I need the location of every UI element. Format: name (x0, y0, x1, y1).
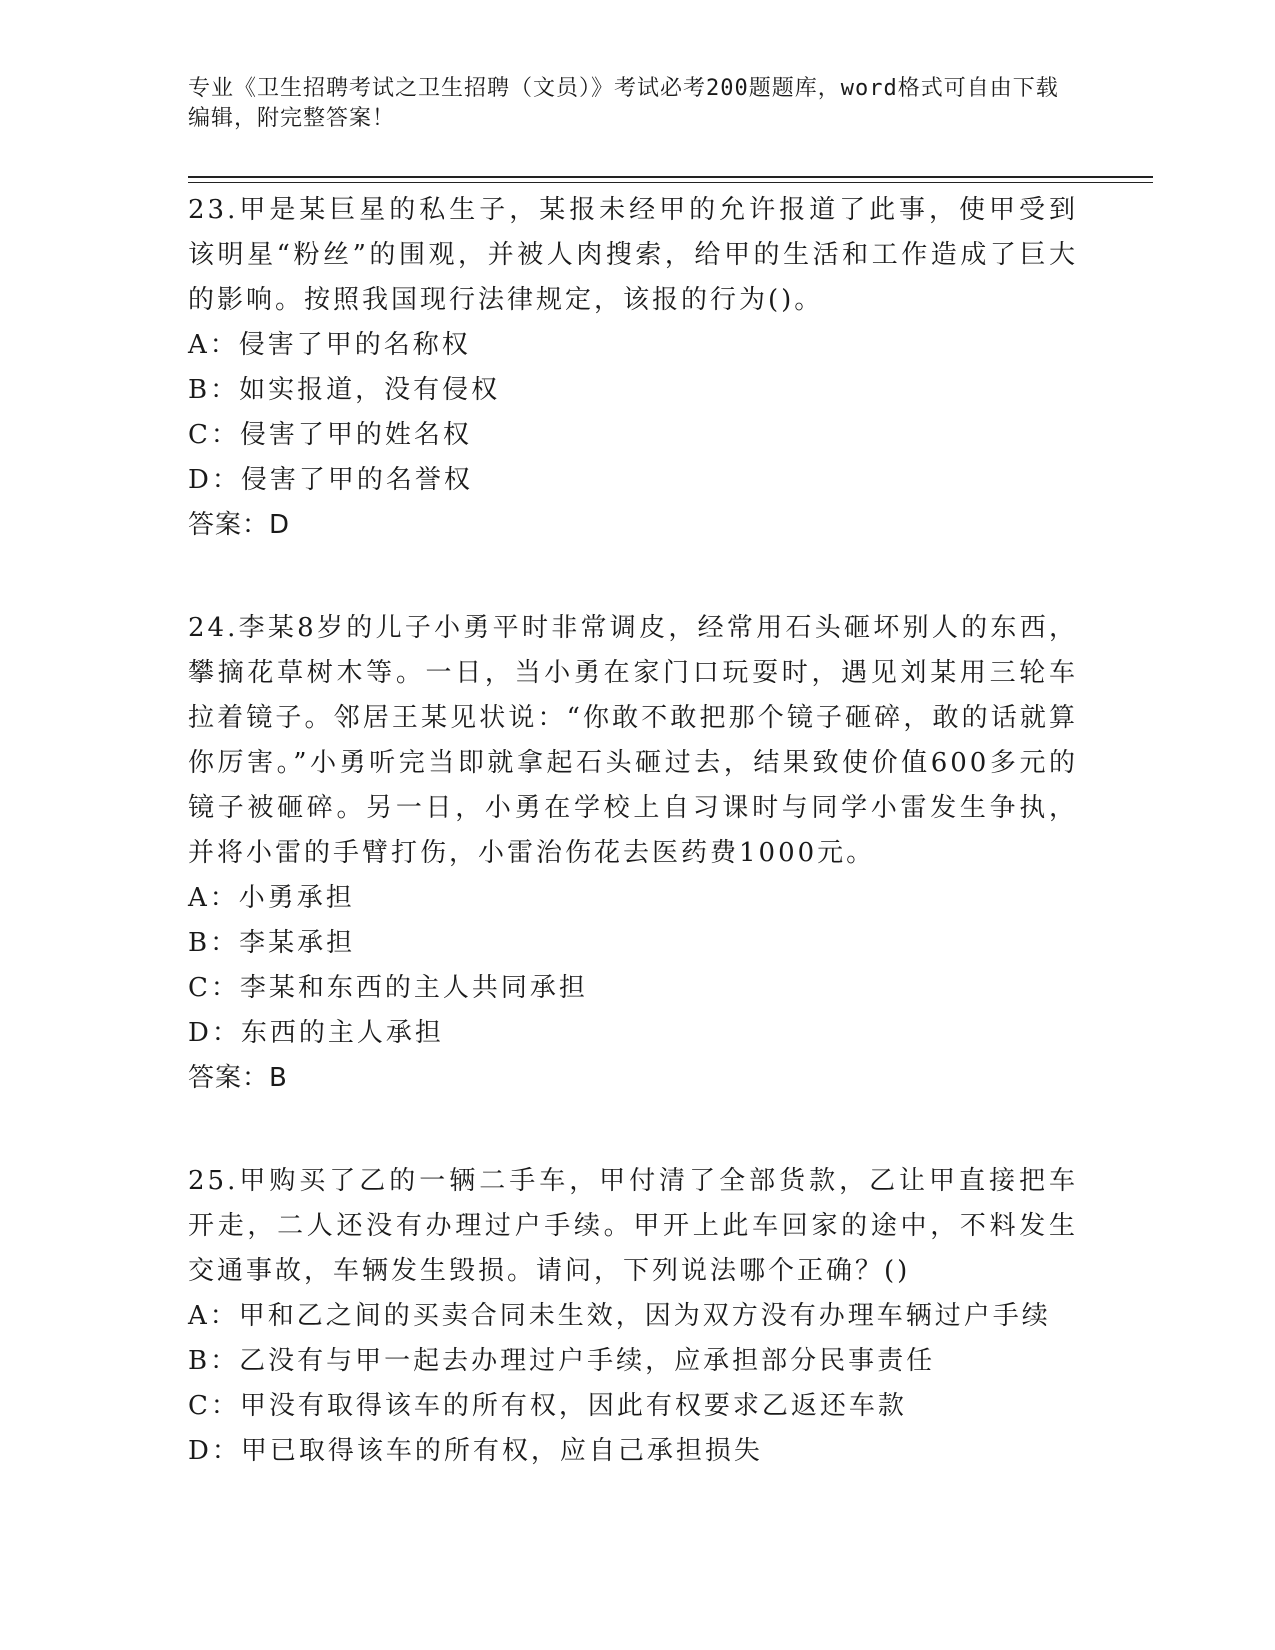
question-stem: 25.甲购买了乙的一辆二手车，甲付清了全部货款，乙让甲直接把车开走，二人还没有办理过户手续。甲开上此车回家的途中，不料发生交通事故，车辆发生毁损。请问，下列说法哪个正确？() (188, 1166, 1078, 1286)
header-divider-thin (188, 182, 1153, 183)
option-d: D：侵害了甲的名誉权 (188, 465, 473, 495)
question-23 (188, 188, 1078, 548)
question-25 (188, 1159, 1078, 1474)
option-d: D：甲已取得该车的所有权，应自己承担损失 (188, 1436, 763, 1466)
question-stem: 24.李某8岁的儿子小勇平时非常调皮，经常用石头砸坏别人的东西，攀摘花草树木等。一日，当小勇在家门口玩耍时，遇见刘某用三轮车拉着镜子。邻居王某见状说：“你敢不敢把那个镜子砸碎，敢的话就算你厉害。”小勇听完当即就拿起石头砸过去，结果致使价值600多元的镜子被砸碎。另一日，小勇在学校上自习课时与同学小雷发生争执，并将小雷的手臂打伤，小雷治伤花去医药费1000元。 (188, 613, 1078, 868)
option-b: B：乙没有与甲一起去办理过户手续，应承担部分民事责任 (188, 1346, 936, 1376)
option-a: A：小勇承担 (188, 883, 355, 913)
answer-label: 答案：D (188, 510, 291, 540)
option-d: D：东西的主人承担 (188, 1018, 444, 1048)
answer-label: 答案：B (188, 1063, 288, 1093)
question-stem: 23.甲是某巨星的私生子，某报未经甲的允许报道了此事，使甲受到该明星“粉丝”的围观，并被人肉搜索，给甲的生活和工作造成了巨大的影响。按照我国现行法律规定，该报的行为()。 (188, 195, 1078, 315)
header-divider-thick (188, 176, 1153, 178)
option-b: B：李某承担 (188, 928, 356, 958)
question-list (188, 188, 1078, 1532)
question-24 (188, 606, 1078, 1101)
option-c: C：侵害了甲的姓名权 (188, 420, 472, 450)
option-b: B：如实报道，没有侵权 (188, 375, 501, 405)
document-header: 专业《卫生招聘考试之卫生招聘（文员）》考试必考200题题库，word格式可自由下载编辑，附完整答案！ (188, 76, 1059, 131)
option-a: A：甲和乙之间的买卖合同未生效，因为双方没有办理车辆过户手续 (188, 1301, 1051, 1331)
option-a: A：侵害了甲的名称权 (188, 330, 471, 360)
option-c: C：甲没有取得该车的所有权，因此有权要求乙返还车款 (188, 1391, 907, 1421)
option-c: C：李某和东西的主人共同承担 (188, 973, 588, 1003)
